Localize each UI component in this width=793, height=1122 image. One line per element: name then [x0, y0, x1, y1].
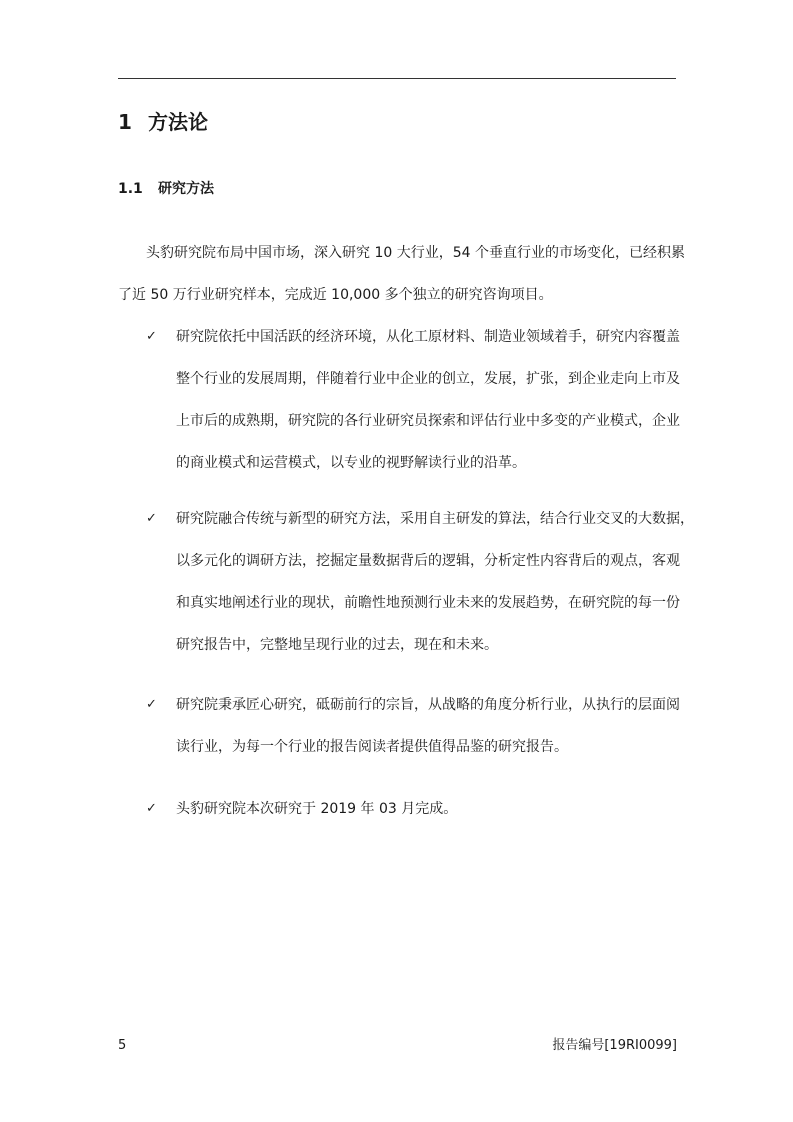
bullet-item	[146, 498, 694, 666]
section-heading	[118, 179, 214, 199]
section-number: 1.1	[118, 181, 143, 197]
check-icon: ✓	[146, 511, 157, 526]
bullet-item	[146, 684, 678, 768]
bullet-line: 和真实地阐述行业的现状，前瞻性地预测行业未来的发展趋势，在研究院的每一份	[176, 595, 680, 611]
bullet-line: 研究院秉承匠心研究，砥砺前行的宗旨，从战略的角度分析行业，从执行的层面阅	[176, 697, 680, 713]
check-icon: ✓	[146, 801, 157, 816]
bullet-line: 研究报告中，完整地呈现行业的过去，现在和未来。	[176, 637, 498, 653]
bullet-line: 研究院融合传统与新型的研究方法，采用自主研发的算法，结合行业交叉的大数据，	[176, 511, 694, 527]
bullet-line: 以多元化的调研方法，挖掘定量数据背后的逻辑，分析定性内容背后的观点，客观	[176, 553, 680, 569]
bullet-line: 上市后的成熟期，研究院的各行业研究员探索和评估行业中多变的产业模式，企业	[176, 413, 680, 429]
bullet-item	[146, 316, 678, 484]
chapter-title: 方法论	[148, 110, 208, 134]
bullet-item	[146, 788, 678, 830]
intro-line: 头豹研究院布局中国市场，深入研究 10 大行业，54 个垂直行业的市场变化，已经积累	[146, 245, 685, 261]
bullet-line: 整个行业的发展周期，伴随着行业中企业的创立，发展，扩张，到企业走向上市及	[176, 371, 680, 387]
page-number: 5	[118, 1038, 127, 1053]
intro-paragraph	[118, 232, 685, 316]
check-icon: ✓	[146, 329, 157, 344]
intro-line: 了近 50 万行业研究样本，完成近 10,000 多个独立的研究咨询项目。	[118, 287, 553, 303]
chapter-number: 1	[118, 110, 132, 134]
chapter-heading	[118, 108, 208, 136]
check-icon: ✓	[146, 697, 157, 712]
bullet-line: 的商业模式和运营模式，以专业的视野解读行业的沿革。	[176, 455, 526, 471]
bullet-line: 研究院依托中国活跃的经济环境，从化工原材料、制造业领域着手，研究内容覆盖	[176, 329, 680, 345]
header-rule	[118, 78, 676, 79]
bullet-line: 头豹研究院本次研究于 2019 年 03 月完成。	[176, 801, 458, 817]
report-id: 报告编号[19RI0099]	[552, 1038, 677, 1053]
section-title: 研究方法	[158, 181, 214, 197]
bullet-line: 读行业，为每一个行业的报告阅读者提供值得品鉴的研究报告。	[176, 739, 568, 755]
